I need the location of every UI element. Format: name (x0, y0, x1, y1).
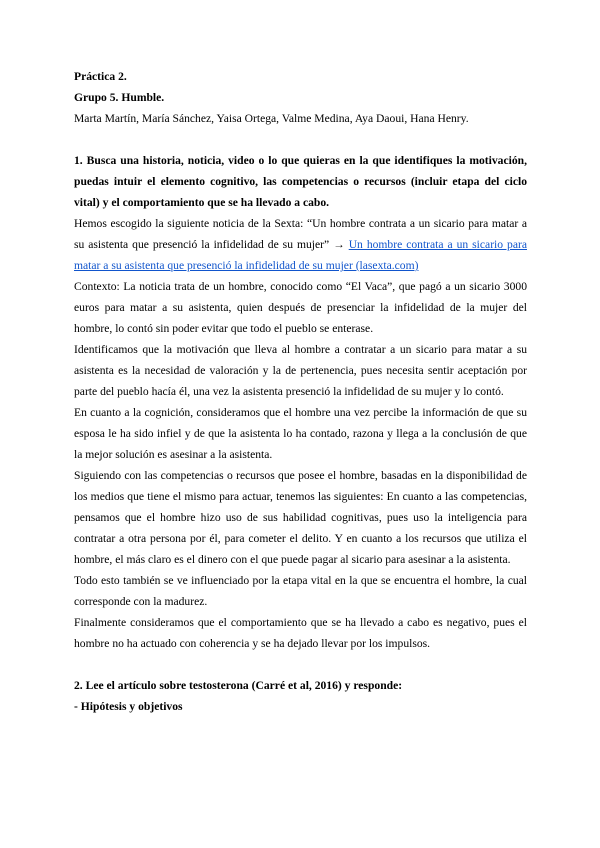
spacer (74, 654, 527, 675)
question-2: 2. Lee el artículo sobre testosterona (Carré et al, 2016) y responde: (74, 679, 403, 692)
cognition-paragraph: En cuanto a la cognición, consideramos que el hombre una vez percibe la información de que su esposa le ha sido infiel y de que la asistenta lo ha contado, razona y llega a la conclusión de que la mejor solución es asesinar a la asistenta. (74, 406, 527, 461)
competencies-paragraph: Siguiendo con las competencias o recursos que posee el hombre, basadas en la disponibilidad de los medios que tiene el mismo para actuar, tenemos las siguientes: En cuanto a las competencias, pensamos que el hombre hizo uso de sus habilidad cognitivas, pues uso la inteligencia para contratar a otra persona por él, para cometer el delito. Y en cuanto a los recursos que utiliza el hombre, el más claro es el dinero con el que puede pagar al sicario para asesinar a la asistenta. (74, 469, 527, 566)
intro-text: Hemos escogido la siguiente noticia de la Sexta: “Un hombre contrata a un sicario para matar a su asistenta que presenció la infidelidad de su mujer” → (74, 217, 527, 251)
authors-line: Marta Martín, María Sánchez, Yaisa Ortega, Valme Medina, Aya Daoui, Hana Henry. (74, 112, 469, 125)
conclusion-paragraph: Finalmente consideramos que el comportamiento que se ha llevado a cabo es negativo, pues el hombre no ha actuado con coherencia y se ha dejado llevar por los impulsos. (74, 616, 527, 650)
practice-title: Práctica 2. (74, 70, 127, 83)
motivation-paragraph: Identificamos que la motivación que lleva al hombre a contratar a un sicario para matar a su asistenta es la necesidad de valoración y la de pertenencia, pues necesita sentir aceptación por parte del pueblo hacía él, una vez la asistenta presenció la infidelidad de su mujer y lo contó. (74, 343, 527, 398)
spacer (74, 129, 527, 150)
context-paragraph: Contexto: La noticia trata de un hombre, conocido como “El Vaca”, que pagó a un sicario 3000 euros para matar a su asistenta, quien después de presenciar la infidelidad de la mujer del hombre, lo contó sin poder evitar que todo el pueblo se enterase. (74, 280, 527, 335)
intro-paragraph (74, 213, 527, 276)
life-stage-paragraph: Todo esto también se ve influenciado por la etapa vital en la que se encuentra el hombre, la cual corresponde con la madurez. (74, 574, 527, 608)
hypothesis-heading: - Hipótesis y objetivos (74, 700, 183, 713)
news-link[interactable]: Un hombre contrata a un sicario para matar a su asistenta que presenció la infidelidad de su mujer (lasexta.com) (74, 238, 527, 272)
document-page (74, 66, 527, 717)
group-title: Grupo 5. Humble. (74, 91, 165, 104)
question-1: 1. Busca una historia, noticia, video o lo que quieras en la que identifiques la motivación, puedas intuir el elemento cognitivo, las competencias o recursos (incluir etapa del ciclo vital) y el comportamiento que se ha llevado a cabo. (74, 154, 527, 209)
